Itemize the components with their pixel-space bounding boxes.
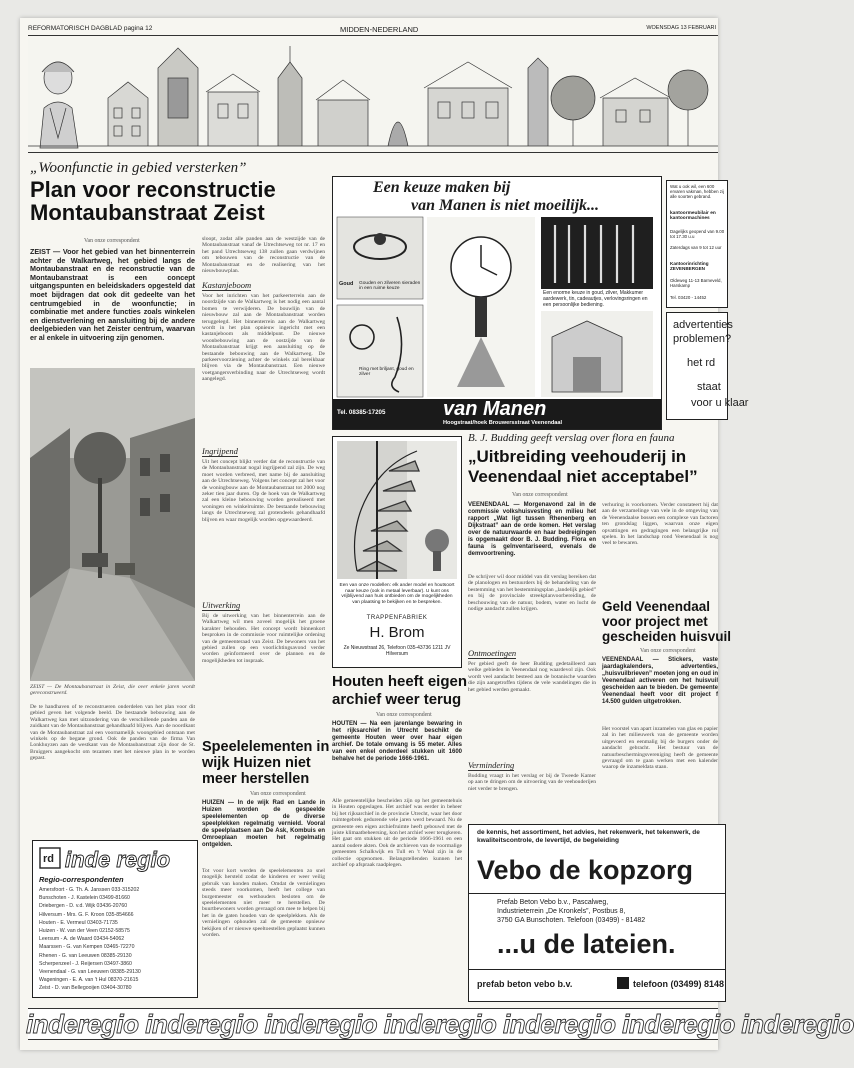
adv-line-5: voor u klaar: [691, 397, 749, 409]
zeist-sub-kastanjeboom: Kastanjeboom: [202, 280, 252, 290]
van-manen-ad: [332, 176, 662, 430]
kantoor-sub: Dagelijks geopend van 9.00 tot 17.30 u.u: [670, 229, 725, 239]
adv-line-1: advertenties: [673, 319, 733, 331]
manen-ring-text: Ring met briljant, goud en zilver: [359, 367, 414, 378]
section-title: MIDDEN-NEDERLAND: [340, 25, 419, 34]
zeist-title-2: Montaubanstraat Zeist: [30, 200, 265, 225]
issue-date: WOENSDAG 13 FEBRUARI: [646, 25, 716, 31]
speel-lead: HUIZEN — In de wijk Rad en Lande in Huizen worden de gespeelde speelelementen op de diverse speelplekken regelmatig vernield. Vooral de speelplaatsen aan De Ask, Kombuis en Omroeplaan moeten het regelmatig ontgelden.: [202, 800, 325, 848]
zeist-kicker: „Woonfunctie in gebied versterken”: [30, 160, 247, 176]
vebo-divider: [469, 893, 725, 894]
manen-title-1: Een keuze maken bij: [373, 179, 511, 196]
manen-address: Hoogstraat/hoek Brouwersstraat Veenendaal: [443, 420, 563, 426]
manen-title-2: van Manen is niet moeilijk...: [411, 197, 600, 214]
kantoor-zat: Zaterdags van 9 tot 12 uur: [670, 245, 722, 250]
manen-tel: Tel. 08385-17205: [337, 409, 386, 416]
geld-text: Het voorstel van apart inzamelen van glas en papier zal in het milieuwerk van de gemeente worden uitgevoerd en eenmalig bij de burgers onder de aandacht gebracht. Het bestuur van de natuurbeschermingsvereniging heeft de gemeente gevraagd om te gaan werken met een kalender waarop de inzameldata staan.: [602, 726, 718, 771]
geld-title-1: Geld Veenendaal: [602, 599, 711, 614]
kantoor-text: Wat u ook wil, een 600 ervaren vakman, hebben zij alle soorten gebrand.: [670, 184, 724, 199]
regio-list-item: Rhenen - G. van Leeuwen 08385-29130: [39, 952, 132, 959]
zeist-col1-after: De te handhaven of te reconstrueren onderdelen van het plan voor dit gebied geven het volgende beeld. De bestaande bebouwing aan de Walkartweg kan met uitzondering van de verschillende panden aan de zuidkant van de Montaubanstraat gehandhaafd blijven. Aan de noordkant van de Montaubanstraat zal een voornamelijk woongebied ontstaan met winkels op de begane grond. Ook de panden van de firma Van Lonkhuyzen aan de westkant van de Montaubanstraat zijn door de St. Bruiggers aangekocht om tezamen met het nieuwe plan in te worden gepast.: [30, 704, 195, 762]
brom-ad: [332, 436, 462, 668]
regio-logo-icon: [39, 847, 61, 869]
regio-list-item: Amersfoort - G. Th. A. Janssen 033-315202: [39, 887, 140, 893]
paper-name: REFORMATORISCH DAGBLAD pagina 12: [28, 25, 153, 32]
newspaper-page: [20, 18, 854, 1050]
vebo-footer-right: telefoon (03499) 8148: [633, 979, 725, 989]
masthead-illustration: [28, 38, 718, 150]
header-rule: [28, 35, 718, 36]
footer-band-text: inderegio inderegio inderegio inderegio inderegio inderegio inderegio: [26, 1009, 854, 1039]
kantoor-name: kantoormeubilair en kantoormachines: [670, 211, 716, 222]
manen-trophy-text: Een enorme keuze in goud, zilver, Makkumer aardewerk, tin, cadeautjes, verlovingsringen en een persoonlijke bediening.: [543, 290, 648, 308]
zeist-sub-ingrijpend: Ingrijpend: [202, 446, 238, 456]
zeist-col2-intro: sloopt, zodat alle panden aan de westzijde van de Montaubanstraat vanaf de Utrechtseweg tot nr. 17 en het pand Utrechtseweg 138 zullen gaan verdwijnen om tebouwen van de reconstructie van de Montaubanstraat en de realisering van het nieuwbouwplan.: [202, 236, 325, 275]
advertenties-box: [666, 312, 749, 420]
manen-goud-text: Gouden en zilveren sieraden in een ruime keuze: [359, 281, 421, 292]
regio-list-item: Leersum - A. de Waard 03434-54062: [39, 936, 125, 943]
budding-title-1: „Uitbreiding veehouderij in: [468, 447, 687, 466]
footer-band: [26, 1008, 854, 1040]
street-photo-drawing: [30, 368, 195, 681]
vebo-divider-2: [469, 969, 725, 970]
budding-kicker: B. J. Budding geeft verslag over flora en fauna: [468, 432, 675, 444]
regio-list-item: Driebergen - D. v.d. Wijk 03436-20760: [39, 903, 128, 910]
zeist-lead: ZEIST — Voor het gebied van het binnenterrein achter de Walkartweg, het gebied langs de Montaubanstraat en de reconstructie van de Montaubanstraat is een concept uitgangspunten en beleidskaders opgesteld dat moet bijdragen dat ook dit gedeelte van het centrumgebied in de woonfunctie; in combinatie met andere functies zoals winkelen en dienstverlening en aansluiting bij de andere deelgebieden van het Zeister centrum, waarvan er al enkele in uitvoering zijn genomen.: [30, 247, 195, 342]
budding-vermindering-text: Budding vraagt in het verslag er bij de Tweede Kamer op aan te dringen om de uitvoering van de veehouderijen niet verder te brengen.: [468, 773, 596, 792]
speel-text: Tot voor kort werden de speelelementen zo snel mogelijk hersteld zodat de kinderen er weer veilig gebruik van konden maken. Omdat de vernielingen steeds meer voorkomen, heeft het college van burgemeester en wethouders besloten om de speelelementen niet meer te herstellen. De buurtbewoners worden gevraagd om mee te helpen bij het in de gaten houden van de speelplekken. Als de vernielingen ophouden zal de gemeente opnieuw bekijken of er nieuwe speeltoestellen geplaatst kunnen worden.: [202, 868, 325, 939]
geld-credit: Van onze correspondent: [640, 648, 696, 654]
budding-sub-vermindering: Vermindering: [468, 760, 515, 770]
regio-list-item: Wageningen - E. A. van 't Hul 08370-21615: [39, 977, 139, 984]
kantoor-addr: Oldeweg 11-13 Barneveld, Harskamp: [670, 278, 722, 288]
speel-title-2: wijk Huizen niet: [202, 755, 311, 771]
staircase-photo: [337, 441, 457, 579]
budding-sub-ontmoetingen: Ontmoetingen: [468, 648, 517, 658]
manen-brand: van Manen: [443, 398, 547, 420]
regio-list-item: Bunschoten - J. Kastelein 03499-81660: [39, 895, 130, 902]
houten-text: Alle gemeentelijke bescheiden zijn op het gemeentehuis in Houten opgeslagen. Het archief was eerder in beheer bij het rijksarchief in de provincie Utrecht, waar het door ruimtegebrek gedurende vele jaren werd bewaard. Nu de gemeente een eigen archiefruimte heeft gebouwd met de juiste klimaatbeheersing, kon het archief weer terugkeren. Het gaat om stukken uit de periode 1666-1961 en een aantal oudere akten. Ook de archieven van de voormalige gemeenten Schalkwijk en Tull en 't Waal zijn in de collectie opgenomen. Belangstellenden kunnen het archief op afspraak raadplegen.: [332, 798, 462, 869]
regio-list-item: Maarssen - G. van Kempen 03465-72270: [39, 944, 135, 951]
budding-lead: VEENENDAAL — Morgenavond zal in de commissie volkshuisvesting en milieu het rapport „Wat ligt tussen Rhenenberg en Dijkstraat” aan de orde komen. Het verslag over de natuurwaarde en haar bedreigingen is opgemaakt door B. J. Budding. Flora en fauna is geïnventariseerd, evenals de demvoortrening.: [468, 502, 596, 557]
kantoor-ad: [666, 180, 728, 308]
phone-icon: [617, 977, 629, 989]
adv-line-3: het rd: [687, 357, 716, 369]
brom-name: H. Brom: [369, 624, 425, 641]
vebo-ad: [468, 824, 726, 1002]
budding-title-2: Veenendaal niet acceptabel”: [468, 467, 698, 486]
vebo-addr-1: Prefab Beton Vebo b.v., Pascalweg,: [497, 899, 609, 906]
regio-title: Regio-correspondenten: [39, 875, 124, 884]
zeist-sub-uitwerking: Uitwerking: [202, 600, 241, 610]
regio-list-item: Scherpenzeel - J. Reijersen 03497-3860: [39, 960, 132, 967]
brom-label: TRAPPENFABRIEK: [366, 615, 428, 621]
speel-title-1: Speelelementen in: [202, 739, 330, 755]
speel-credit: Van onze correspondent: [250, 791, 306, 797]
svg-text:rd: rd: [43, 853, 54, 865]
regio-list-item: Huizen - W. van der Veen 02152-58575: [39, 928, 130, 935]
kantoor-firm: Kantoorinrichting ZEVENBERGEN: [670, 261, 709, 272]
vebo-addr-3: 3750 GA Bunschoten. Telefoon (03499) - 81482: [497, 917, 646, 924]
regio-list: [39, 886, 141, 993]
vebo-title: Vebo de kopzorg: [477, 855, 694, 885]
budding-text: De schrijver wil door middel van dit verslag bereiken dat de planologen en bestuurders bij de behandeling van de bestemming van het bestemmingsplan „landelijk gebied” en bij de provinciale streekplanvoorbereiding, de beschouwing van de natuur, bodem, water en lucht de nodige aandacht zullen krijgen.: [468, 574, 596, 613]
budding-credit: Van onze correspondent: [512, 492, 568, 498]
geld-title-2: voor project met: [602, 614, 708, 629]
zeist-uitwerking-text: Bij de uitwerking van het binnenterrein aan de Walkartweg wil men zoveel mogelijk het groene karakter behouden. Het concept wordt binnenkort besproken in de commissie voor ruimtelijke ordening van de gemeenteraad van Zeist. De bewoners van het gebied zullen op een voorlichtingsavond verder worden geïnformeerd over de plannen en de mogelijkheden tot inspraak.: [202, 613, 325, 664]
regio-logo-text: inde regio: [65, 847, 171, 872]
zeist-street-photo: [30, 368, 195, 681]
masthead-rule: [28, 152, 718, 153]
manen-goud-label: Goud: [339, 281, 354, 287]
vebo-intro: de kennis, het assortiment, het advies, het rekenwerk, het tekenwerk, de kwaliteitscontrole, de levertijd, de begeleiding: [477, 829, 700, 844]
speel-title-3: meer herstellen: [202, 771, 310, 787]
geld-title-3: gescheiden huisvuil: [602, 629, 732, 644]
houten-title-2: archief weer terug: [332, 691, 462, 708]
vebo-slogan: ...u de lateien.: [497, 929, 676, 959]
houten-title-1: Houten heeft eigen: [332, 673, 468, 690]
brom-addr: Ze Nieuwstraat 26, Telefoon 035-43736 1211 JV Hilversum: [343, 645, 451, 657]
zeist-kastanjeboom-text: Voor het inrichten van het parkeerterrein aan de noordzijde van de Walkartweg is het nodig een aantal bomen te verwijderen. De bouwlijn van de nieuwbouw zal aan de Montaubanstraat worden teruggelegd. Het binnenterrein aan de Walkartweg wordt in het plan opnieuw ingericht met een kastanjeboom als middelpunt. De nieuwe woonbebouwing aan de oostzijde van de Montaubanstraat krijgt een aansluiting op de bestaande bebouwing aan de Walkartweg. De parkeervoorziening achter de winkels zal bereikbaar blijven via de Montaubanstraat. Een nieuwe voetgangersverbinding naar de Utrechtseweg wordt aangelegd.: [202, 293, 325, 383]
houten-lead: HOUTEN — Na een jarenlange bewaring in het rijksarchief in Utrecht beschikt de gemeente Houten weer over haar eigen archief. De totale omvang is 55 meter. Alles van een enkel onderdeel stukken uit 1600 behalve het de periode 1666-1961.: [332, 721, 462, 762]
regio-list-item: Zeist - D. van Bellegooijen 03404-30780: [39, 985, 132, 992]
zeist-ingrijpend-text: Uit het concept blijkt verder dat de reconstructie van de Montaubanstraat nogal ingrijpend zal zijn. De weg moet worden verbreed, met name bij de aansluiting aan de Utrechtseweg. Volgens het concept zal het voor de woningbouw aan de Montaubanstraat tot 2000 nog zeker tien jaar duren. Op de hoek van de Walkartweg zal een kleine bebouwing worden gerealiseerd met woningen en winkelruimte. De bestaande bebouwing langs de Utrechtseweg zal grotendeels gehandhaafd blijven en waar mogelijk worden opgewaardeerd.: [202, 459, 325, 523]
brom-desc: Een van onze modellen: elk ander model en houtsoort naar keuze (ook in metaal leverbaar). U kunt ons vrijblijvend aan huis ontbieden om de mogelijkheden van plaatsing te bekijken en te bespreken.: [339, 583, 455, 605]
houten-credit: Van onze correspondent: [376, 712, 432, 718]
zeist-title-1: Plan voor reconstructie: [30, 177, 276, 202]
regio-list-item: Veenendaal - G. van Leeuwen 08385-29130: [39, 969, 141, 976]
regio-list-item: Houten - E. Vermeul 03403-71735: [39, 919, 118, 926]
vebo-footer-left: prefab beton vebo b.v.: [477, 979, 573, 989]
budding-ontmoetingen-text: Per gebied geeft de heer Budding gedetailleerd aan welke gebieden in Veenendaal nog waardevol zijn. Ook wordt veel aandacht besteed aan de botanische waarden die zijn aangetroffen tijdens de vele wandelingen die in het gebied werden gemaakt.: [468, 661, 596, 693]
regio-box: [32, 840, 198, 998]
regio-list-item: Hilversum - Mrs. G. F. Kroon 035-854666: [39, 911, 134, 918]
vebo-addr-2: Industrieterrein „De Kronkels”, Postbus 8,: [497, 908, 626, 915]
zeist-caption: ZEIST — De Montaubanstraat in Zeist, die over enkele jaren wordt gereconstrueerd.: [30, 684, 195, 697]
kantoor-tel: Tel. 03420 - 14452: [670, 295, 707, 300]
geld-lead: VEENENDAAL — Stickers, vaste jaardagkalenders, advertenties, „huisvuilbrieven” moeten jong en oud in Veenendaal activeren om het huisvuil gescheiden aan te bieden. De gemeente Veenendaal heeft voor dit project f 14.500 gulden uitgetrokken.: [602, 657, 718, 705]
adv-line-2: problemen?: [673, 333, 732, 345]
adv-line-4: staat: [697, 381, 721, 393]
budding-col2-text: verhuring is voorkomen. Verder constateert hij dat aan de verzamelinge van vele in de omgeving van de Veenendaalse bossen een complexe van factoren ten grondslag liggen, waarvan onze eigen opvattingen en gedragingen een belangrijke rol spelen. In het landschap rond Veenendaal is nog veel te bewaren.: [602, 502, 718, 547]
zeist-credit: Van onze correspondent: [84, 238, 140, 244]
